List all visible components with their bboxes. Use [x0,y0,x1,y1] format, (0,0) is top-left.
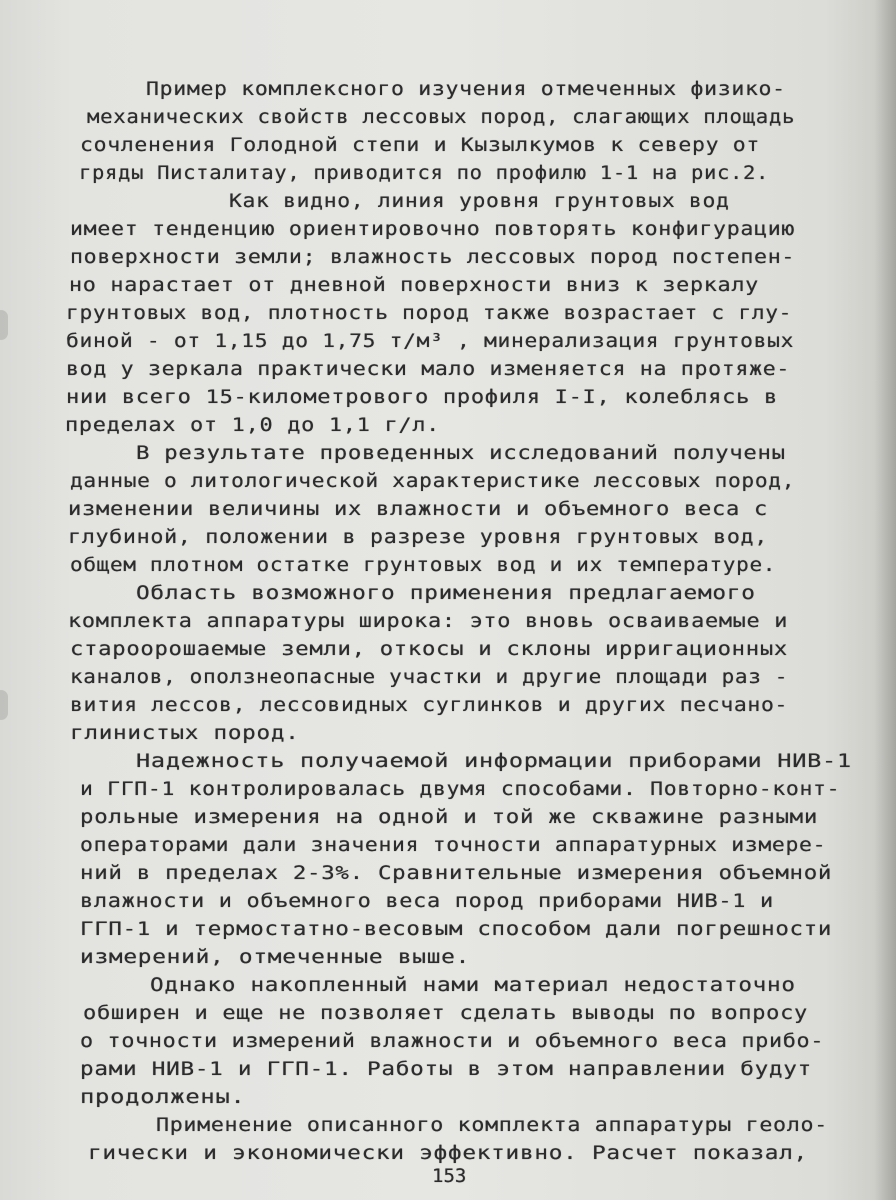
text-line: сочленения Голодной степи и Кызылкумов к северу от [80,134,760,156]
text-line: обширен и еще не позволяет сделать выводы по вопросу [83,1002,809,1024]
text-line: В результате проведенных исследований получены [136,442,786,464]
text-line: рами НИВ-1 и ГГП-1. Работы в этом направлении будут [80,1058,813,1080]
text-line: данные о литологической характеристике лессовых пород, [70,470,796,492]
text-line: Применение описанного комплекта аппаратуры геоло- [156,1114,828,1136]
text-line: Пример комплексного изучения отмеченных физико- [146,78,786,100]
text-line: грунтовых вод, плотность пород также возрастает с глу- [66,302,793,324]
text-line: общем плотном остатке грунтовых вод и их температуре. [70,554,777,576]
page-number: 153 [432,1165,467,1187]
text-line: глинистых пород. [70,722,300,744]
text-line: рольные измерения на одной и той же скважине разными [80,806,819,828]
text-line: о точности измерений влажности и объемного веса прибо- [80,1030,825,1052]
page-edge-shadow [874,0,896,1200]
text-line: вития лессов, лессовидных суглинков и других песчано- [70,694,789,716]
text-line: операторами дали значения точности аппаратурных измере- [80,834,827,856]
text-line: измерений, отмеченные выше. [80,946,471,968]
text-line: механических свойств лессовых пород, слагающих площадь [87,106,796,128]
text-line: Область возможного применения предлагаемого [136,582,756,604]
text-line: поверхности земли; влажность лессовых пород постепен- [70,246,796,268]
text-line: ГГП-1 и термостатно-весовым способом дали погрешности [80,918,833,940]
text-line: глубиной, положении в разрезе уровня грунтовых вод, [68,526,769,548]
text-line: каналов, оползнеопасные участки и другие площади раз - [70,666,789,688]
text-line: влажности и объемного веса пород приборами НИВ-1 и [80,890,774,912]
text-line: комплекта аппаратуры широка: это вновь осваиваемые и [68,610,789,632]
text-line: изменении величины их влажности и объемного веса с [68,498,768,520]
text-line: гряды Писталитау, приводится по профилю 1-1 на рис.2. [79,162,770,184]
text-line: староорошаемые земли, откосы и склоны ирригационных [70,638,789,660]
text-line: имеет тенденцию ориентировочно повторять конфигурацию [70,218,796,240]
text-line: Надежность получаемой информации приборами НИВ-1 [136,750,852,772]
text-line: вод у зеркала практически мало изменяется на протяже- [66,358,791,380]
text-line: пределах от 1,0 до 1,1 г/л. [65,414,441,436]
text-line: продолжены. [80,1086,246,1108]
text-line: биной - от 1,15 до 1,75 т/м³ , минерализация грунтовых [66,330,795,352]
binding-hole [0,310,8,340]
text-line: Однако накопленный нами материал недостаточно [150,974,796,996]
text-line: Как видно, линия уровня грунтовых вод [229,190,730,212]
text-line: но нарастает от дневной поверхности вниз к зеркалу [69,274,759,296]
text-line: и ГГП-1 контролировалась двумя способами. Повторно-конт- [80,778,841,800]
binding-hole [0,690,8,720]
text-line: гически и экономически эффективно. Расчет показал, [88,1142,808,1164]
text-line: нии всего 15-километрового профиля I-I, колеблясь в [66,386,778,408]
text-line: ний в пределах 2-3%. Сравнительные измерения объемной [80,862,833,884]
